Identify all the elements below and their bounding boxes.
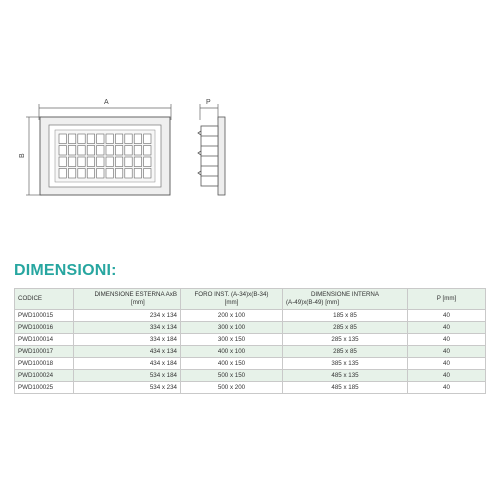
grille-cell bbox=[68, 157, 75, 167]
dimensions-table bbox=[14, 288, 486, 394]
cell-dimensione-esterna: 434 x 134 bbox=[74, 346, 181, 358]
grille-cell bbox=[125, 169, 132, 179]
cell-p: 40 bbox=[408, 322, 486, 334]
table-row bbox=[15, 322, 486, 334]
grille-cell bbox=[97, 134, 104, 144]
cell-foro-inst: 200 x 100 bbox=[181, 310, 283, 322]
grille-cell bbox=[87, 169, 94, 179]
cell-foro-inst: 400 x 100 bbox=[181, 346, 283, 358]
cell-p: 40 bbox=[408, 334, 486, 346]
grille-cell bbox=[125, 157, 132, 167]
cell-foro-inst: 300 x 100 bbox=[181, 322, 283, 334]
grille-cell bbox=[125, 146, 132, 156]
header-foro-inst: FORO INST. (A-34)x(B-34) [mm] bbox=[181, 289, 283, 310]
grille-cell bbox=[87, 157, 94, 167]
cell-dimensione-esterna: 234 x 134 bbox=[74, 310, 181, 322]
grille-cell bbox=[144, 157, 151, 167]
grille-cell bbox=[106, 169, 113, 179]
cell-dimensione-esterna: 534 x 184 bbox=[74, 370, 181, 382]
grille-cell bbox=[59, 157, 66, 167]
header-dimensione-esterna: DIMENSIONE ESTERNA AxB [mm] bbox=[74, 289, 181, 310]
grille-cell bbox=[106, 134, 113, 144]
table-row bbox=[15, 382, 486, 394]
cell-p: 40 bbox=[408, 382, 486, 394]
grille-cell bbox=[59, 134, 66, 144]
section-title: DIMENSIONI: bbox=[14, 262, 117, 279]
cell-codice: PWD100015 bbox=[15, 310, 74, 322]
header-codice: CODICE bbox=[15, 289, 74, 310]
cell-dimensione-interna: 185 x 85 bbox=[283, 310, 408, 322]
grille-cell bbox=[115, 157, 122, 167]
cell-p: 40 bbox=[408, 370, 486, 382]
table-row bbox=[15, 334, 486, 346]
cell-dimensione-interna: 285 x 85 bbox=[283, 346, 408, 358]
grille-cell bbox=[97, 146, 104, 156]
grille-cell bbox=[68, 169, 75, 179]
grille-cell bbox=[68, 134, 75, 144]
cell-dimensione-esterna: 334 x 184 bbox=[74, 334, 181, 346]
cell-p: 40 bbox=[408, 346, 486, 358]
header-p: P [mm] bbox=[408, 289, 486, 310]
grille-cell bbox=[115, 169, 122, 179]
grille-cell bbox=[59, 146, 66, 156]
grille-cell bbox=[106, 157, 113, 167]
grille-cell bbox=[134, 146, 141, 156]
cell-foro-inst: 500 x 200 bbox=[181, 382, 283, 394]
grille-cell bbox=[134, 134, 141, 144]
cell-dimensione-interna: 485 x 135 bbox=[283, 370, 408, 382]
grille-cell bbox=[97, 157, 104, 167]
grille-cell bbox=[97, 169, 104, 179]
grille-cell bbox=[134, 157, 141, 167]
grille-cell bbox=[144, 169, 151, 179]
grille-cell bbox=[87, 134, 94, 144]
table-header-row bbox=[15, 289, 486, 310]
label-p: P bbox=[206, 99, 211, 106]
grille-cell bbox=[59, 169, 66, 179]
cell-p: 40 bbox=[408, 310, 486, 322]
cell-codice: PWD100024 bbox=[15, 370, 74, 382]
grille-cell bbox=[144, 146, 151, 156]
cell-codice: PWD100018 bbox=[15, 358, 74, 370]
grille-cell bbox=[78, 169, 85, 179]
grille-cell bbox=[115, 146, 122, 156]
cell-dimensione-interna: 485 x 185 bbox=[283, 382, 408, 394]
table-row bbox=[15, 370, 486, 382]
grille-cell bbox=[144, 134, 151, 144]
cell-dimensione-interna: 285 x 85 bbox=[283, 322, 408, 334]
grille-cell bbox=[68, 146, 75, 156]
grille-cell bbox=[78, 146, 85, 156]
grille-cell bbox=[78, 157, 85, 167]
cell-dimensione-esterna: 534 x 234 bbox=[74, 382, 181, 394]
cell-dimensione-esterna: 334 x 134 bbox=[74, 322, 181, 334]
label-b: B bbox=[19, 153, 26, 158]
header-dimensione-interna: DIMENSIONE INTERNA (A-49)x(B-49) [mm] bbox=[283, 289, 408, 310]
cell-codice: PWD100025 bbox=[15, 382, 74, 394]
cell-foro-inst: 500 x 150 bbox=[181, 370, 283, 382]
grille-cell bbox=[87, 146, 94, 156]
label-a: A bbox=[104, 99, 109, 106]
technical-drawing bbox=[0, 0, 500, 230]
dimension-p bbox=[200, 104, 218, 120]
cell-codice: PWD100017 bbox=[15, 346, 74, 358]
grille-front-view bbox=[40, 117, 170, 195]
cell-codice: PWD100016 bbox=[15, 322, 74, 334]
table-row bbox=[15, 310, 486, 322]
grille-cell bbox=[125, 134, 132, 144]
cell-codice: PWD100014 bbox=[15, 334, 74, 346]
cell-p: 40 bbox=[408, 358, 486, 370]
cell-dimensione-esterna: 434 x 184 bbox=[74, 358, 181, 370]
grille-cell bbox=[134, 169, 141, 179]
grille-cell bbox=[106, 146, 113, 156]
cell-dimensione-interna: 285 x 135 bbox=[283, 334, 408, 346]
grille-side-view bbox=[198, 117, 225, 195]
grille-cell bbox=[115, 134, 122, 144]
grille-cell bbox=[78, 134, 85, 144]
table-row bbox=[15, 346, 486, 358]
cell-foro-inst: 400 x 150 bbox=[181, 358, 283, 370]
cell-dimensione-interna: 385 x 135 bbox=[283, 358, 408, 370]
table-row bbox=[15, 358, 486, 370]
cell-foro-inst: 300 x 150 bbox=[181, 334, 283, 346]
